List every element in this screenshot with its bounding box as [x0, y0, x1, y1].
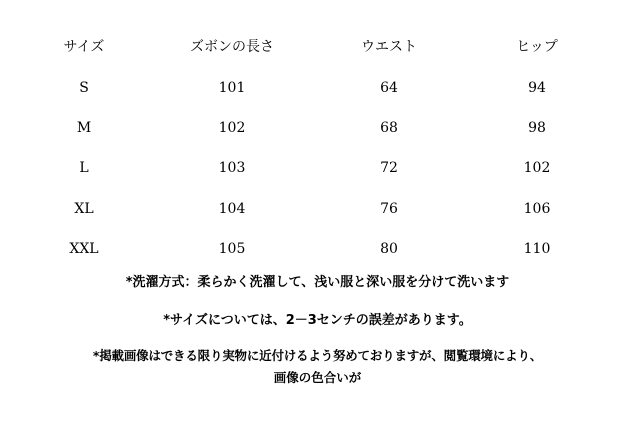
waist-cell: 68: [380, 120, 398, 136]
waist-cell: 72: [380, 160, 398, 176]
size-cell: M: [76, 120, 92, 136]
washing-note: *洗濯方式：柔らかく洗濯して、浅い服と深い服を分けて洗います: [125, 275, 510, 290]
size-cell: XL: [74, 201, 94, 217]
waist-cell: 64: [380, 80, 398, 96]
color-note-line-1: *掲載画像はできる限り実物に近付けるよう努めておりますが、閲覧環境により、: [92, 348, 543, 363]
hip-cell: 110: [523, 241, 551, 257]
length-cell: 104: [218, 201, 246, 217]
hip-cell: 102: [523, 160, 551, 176]
header-size: サイズ: [63, 39, 105, 55]
header-waist: ウエスト: [361, 39, 417, 55]
length-cell: 101: [218, 80, 246, 96]
length-cell: 102: [218, 120, 246, 136]
size-cell: S: [79, 80, 89, 96]
hip-cell: 106: [523, 201, 551, 217]
waist-cell: 76: [380, 201, 398, 217]
waist-cell: 80: [380, 241, 398, 257]
length-cell: 103: [218, 160, 246, 176]
size-cell: L: [79, 160, 89, 176]
size-cell: XXL: [69, 241, 99, 257]
size-error-note: *サイズについては、2－3センチの誤差があります。: [163, 313, 472, 328]
length-cell: 105: [218, 241, 246, 257]
header-pants-length: ズボンの長さ: [190, 39, 274, 55]
header-hip: ヒップ: [516, 39, 558, 55]
hip-cell: 94: [528, 80, 546, 96]
hip-cell: 98: [528, 120, 546, 136]
color-note-line-2: 画像の色合いが: [273, 370, 362, 385]
